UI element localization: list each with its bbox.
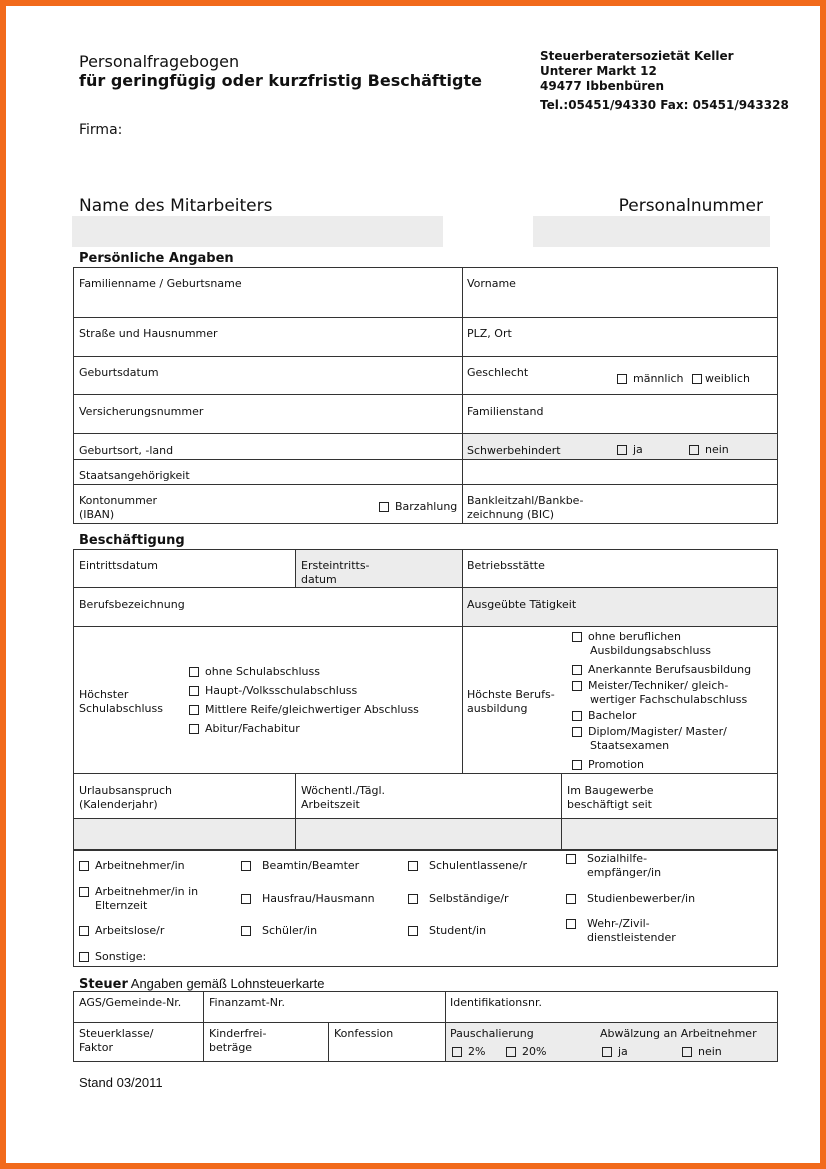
vorname-label: Vorname: [467, 277, 516, 290]
kontonummer-line2: (IBAN): [79, 508, 115, 521]
company-street: Unterer Markt 12: [540, 64, 657, 78]
checkbox-icon: [408, 894, 418, 904]
checkbox-icon: [572, 760, 582, 770]
checkbox-icon: [79, 952, 89, 962]
checkbox-icon: [572, 727, 582, 737]
row-line: [73, 626, 778, 627]
row-line: [73, 484, 778, 485]
kontonummer-label: [79, 494, 157, 522]
tax-title-bold: Steuer: [79, 977, 128, 992]
berufs-line1: Höchste Berufs-: [467, 688, 555, 701]
checkbox-icon: [682, 1047, 692, 1057]
strasse-label: Straße und Hausnummer: [79, 327, 218, 340]
geburtsort-label: Geburtsort, -land: [79, 444, 174, 457]
bau-line1: Im Baugewerbe: [567, 784, 654, 797]
kinder-line2: beträge: [209, 1041, 253, 1054]
geburtsdatum-label: Geburtsdatum: [79, 366, 159, 379]
arbeitszeit-line2: Arbeitszeit: [301, 798, 360, 811]
bankleitzahl-line2: zeichnung (BIC): [467, 508, 555, 521]
checkbox-icon: [408, 861, 418, 871]
col-line: [203, 991, 204, 1062]
form-title: [79, 52, 482, 90]
checkbox-icon: [241, 894, 251, 904]
status-col1-0-label: Arbeitnehmer/in: [95, 859, 185, 872]
kontonummer-line1: Kontonummer: [79, 494, 158, 507]
status-col4-0-label: Sozialhilfe- empfänger/in: [587, 852, 662, 879]
kinderfreibetraege-label: [209, 1027, 266, 1055]
status-col3-2-label: Student/in: [429, 924, 487, 937]
col-line: [328, 1022, 329, 1062]
steuerklasse-label: [79, 1027, 153, 1055]
abwaelzung-ja-label: ja: [618, 1045, 628, 1058]
school-option-2-label: Mittlere Reife/gleichwertiger Abschluss: [205, 703, 419, 716]
status-col1-1-label: Arbeitnehmer/in in Elternzeit: [95, 885, 199, 912]
checkbox-icon: [379, 502, 389, 512]
training-option-3-label: Bachelor: [588, 709, 637, 722]
checkbox-icon: [241, 861, 251, 871]
row-line: [73, 394, 778, 395]
plz-label: PLZ, Ort: [467, 327, 512, 340]
bankleitzahl-label: [467, 494, 583, 522]
checkbox-icon: [566, 854, 576, 864]
berufsbezeichnung-label: Berufsbezeichnung: [79, 598, 185, 611]
training-option-0-label: ohne beruflichen Ausbildungsabschluss: [588, 630, 711, 657]
urlaub-line1: Urlaubsanspruch: [79, 784, 172, 797]
versicherungsnummer-label: Versicherungsnummer: [79, 405, 204, 418]
row-line: [73, 773, 778, 774]
abwaelzung-nein-label: nein: [698, 1045, 722, 1058]
school-option-0-label: ohne Schulabschluss: [205, 665, 320, 678]
status-col4-1-label: Studienbewerber/in: [587, 892, 696, 905]
stand-label: Stand 03/2011: [79, 1075, 163, 1090]
firma-label: Firma:: [79, 122, 123, 138]
hoechster-line1: Höchster: [79, 688, 129, 701]
abwaelzung-label: Abwälzung an Arbeitnehmer: [600, 1027, 757, 1040]
status-col1-2-label: Arbeitslose/r: [95, 924, 165, 937]
row-line: [73, 356, 778, 357]
employee-number-field[interactable]: [533, 216, 770, 247]
training-option-1-label: Anerkannte Berufsausbildung: [588, 663, 752, 676]
checkbox-icon: [617, 374, 627, 384]
maennlich-label: männlich: [633, 372, 684, 385]
training-option-2-label: Meister/Techniker/ gleich- wertiger Fachschulabschluss: [588, 679, 748, 706]
schwerbehindert-label: Schwerbehindert: [467, 444, 561, 457]
checkbox-icon: [572, 681, 582, 691]
kinder-line1: Kinderfrei-: [209, 1027, 267, 1040]
berufs-line2: ausbildung: [467, 702, 528, 715]
konfession-label: Konfession: [334, 1027, 394, 1040]
checkbox-icon: [566, 919, 576, 929]
checkbox-icon: [566, 894, 576, 904]
row-line: [73, 1022, 778, 1023]
steuerklasse-line1: Steuerklasse/: [79, 1027, 154, 1040]
row-line: [73, 317, 778, 318]
ja-label: ja: [633, 443, 643, 456]
checkbox-icon: [408, 926, 418, 936]
form-title-line1: Personalfragebogen: [79, 52, 240, 71]
staatsangehoerigkeit-label: Staatsangehörigkeit: [79, 469, 190, 482]
checkbox-icon: [572, 711, 582, 721]
training-option-4-label: Diplom/Magister/ Master/ Staatsexamen: [588, 725, 727, 752]
row-line: [73, 459, 778, 460]
checkbox-icon: [189, 667, 199, 677]
col-line: [462, 549, 463, 774]
checkbox-icon: [692, 374, 702, 384]
bau-line2: beschäftigt seit: [567, 798, 652, 811]
familienname-label: Familienname / Geburtsname: [79, 277, 242, 290]
checkbox-icon: [189, 705, 199, 715]
employee-name-field[interactable]: [72, 216, 443, 247]
urlaub-field[interactable]: [74, 819, 295, 849]
checkbox-icon: [602, 1047, 612, 1057]
checkbox-icon: [452, 1047, 462, 1057]
form-title-line2: für geringfügig oder kurzfristig Beschäftigte: [79, 71, 482, 90]
ersteintritt-line2: datum: [301, 573, 337, 586]
urlaub-label: [79, 784, 172, 812]
bankleitzahl-line1: Bankleitzahl/Bankbe-: [467, 494, 584, 507]
training-option-5-label: Promotion: [588, 758, 644, 771]
school-option-3-label: Abitur/Fachabitur: [205, 722, 300, 735]
hoechster-schulabschluss-label: [79, 688, 163, 716]
checkbox-icon: [79, 887, 89, 897]
hoechster-line2: Schulabschluss: [79, 702, 163, 715]
section-personal: Persönliche Angaben: [79, 251, 234, 266]
arbeitszeit-field[interactable]: [296, 819, 561, 849]
p20-label: 20%: [522, 1045, 547, 1058]
checkbox-icon: [79, 861, 89, 871]
employee-name-label: Name des Mitarbeiters: [79, 196, 273, 216]
familienstand-label: Familienstand: [467, 405, 544, 418]
checkbox-icon: [689, 445, 699, 455]
ersteintritt-line1: Ersteintritts-: [301, 559, 370, 572]
arbeitszeit-line1: Wöchentl./Tägl.: [301, 784, 386, 797]
status-col4-2-label: Wehr-/Zivil- dienstleistender: [587, 917, 676, 944]
section-employment: Beschäftigung: [79, 533, 185, 548]
status-col2-0-label: Beamtin/Beamter: [262, 859, 360, 872]
baugewerbe-label: [567, 784, 654, 812]
checkbox-icon: [572, 632, 582, 642]
personal-table: [73, 267, 778, 524]
p2-label: 2%: [468, 1045, 486, 1058]
berufsausbildung-label: [467, 688, 555, 716]
identifikation-label: Identifikationsnr.: [450, 996, 542, 1009]
checkbox-icon: [241, 926, 251, 936]
company-city: 49477 Ibbenbüren: [540, 79, 664, 93]
ags-label: AGS/Gemeinde-Nr.: [79, 996, 182, 1009]
steuerklasse-line2: Faktor: [79, 1041, 113, 1054]
company-name: Steuerberatersozietät Keller: [540, 49, 734, 63]
checkbox-icon: [189, 724, 199, 734]
status-col3-0-label: Schulentlassene/r: [429, 859, 528, 872]
weiblich-label: weiblich: [705, 372, 750, 385]
col-line: [445, 991, 446, 1062]
ersteintritt-label: [301, 559, 370, 587]
status-col2-2-label: Schüler/in: [262, 924, 318, 937]
company-contact: Tel.:05451/94330 Fax: 05451/943328: [540, 98, 789, 112]
barzahlung-label: Barzahlung: [395, 500, 458, 513]
betriebsstaette-label: Betriebsstätte: [467, 559, 545, 572]
row-line: [73, 587, 778, 588]
nein-label: nein: [705, 443, 729, 456]
employee-number-label: Personalnummer: [618, 196, 763, 216]
checkbox-icon: [189, 686, 199, 696]
urlaub-line2: (Kalenderjahr): [79, 798, 158, 811]
tax-title-rest: Angaben gemäß Lohnsteuerkarte: [127, 976, 325, 991]
geschlecht-label: Geschlecht: [467, 366, 529, 379]
status-col3-1-label: Selbständige/r: [429, 892, 509, 905]
checkbox-icon: [617, 445, 627, 455]
section-tax: [79, 976, 324, 992]
finanzamt-label: Finanzamt-Nr.: [209, 996, 286, 1009]
pauschalierung-label: Pauschalierung: [450, 1027, 534, 1040]
status-col1-3-label: Sonstige:: [95, 950, 147, 963]
company-address: [540, 49, 789, 113]
col-line: [462, 267, 463, 524]
checkbox-icon: [79, 926, 89, 936]
baugewerbe-field[interactable]: [562, 819, 777, 849]
arbeitszeit-label: [301, 784, 385, 812]
eintrittsdatum-label: Eintrittsdatum: [79, 559, 158, 572]
row-line: [73, 433, 778, 434]
col-line: [295, 549, 296, 587]
checkbox-icon: [572, 665, 582, 675]
school-option-1-label: Haupt-/Volksschulabschluss: [205, 684, 358, 697]
checkbox-icon: [506, 1047, 516, 1057]
ausgeuebte-label: Ausgeübte Tätigkeit: [467, 598, 577, 611]
status-col2-1-label: Hausfrau/Hausmann: [262, 892, 375, 905]
